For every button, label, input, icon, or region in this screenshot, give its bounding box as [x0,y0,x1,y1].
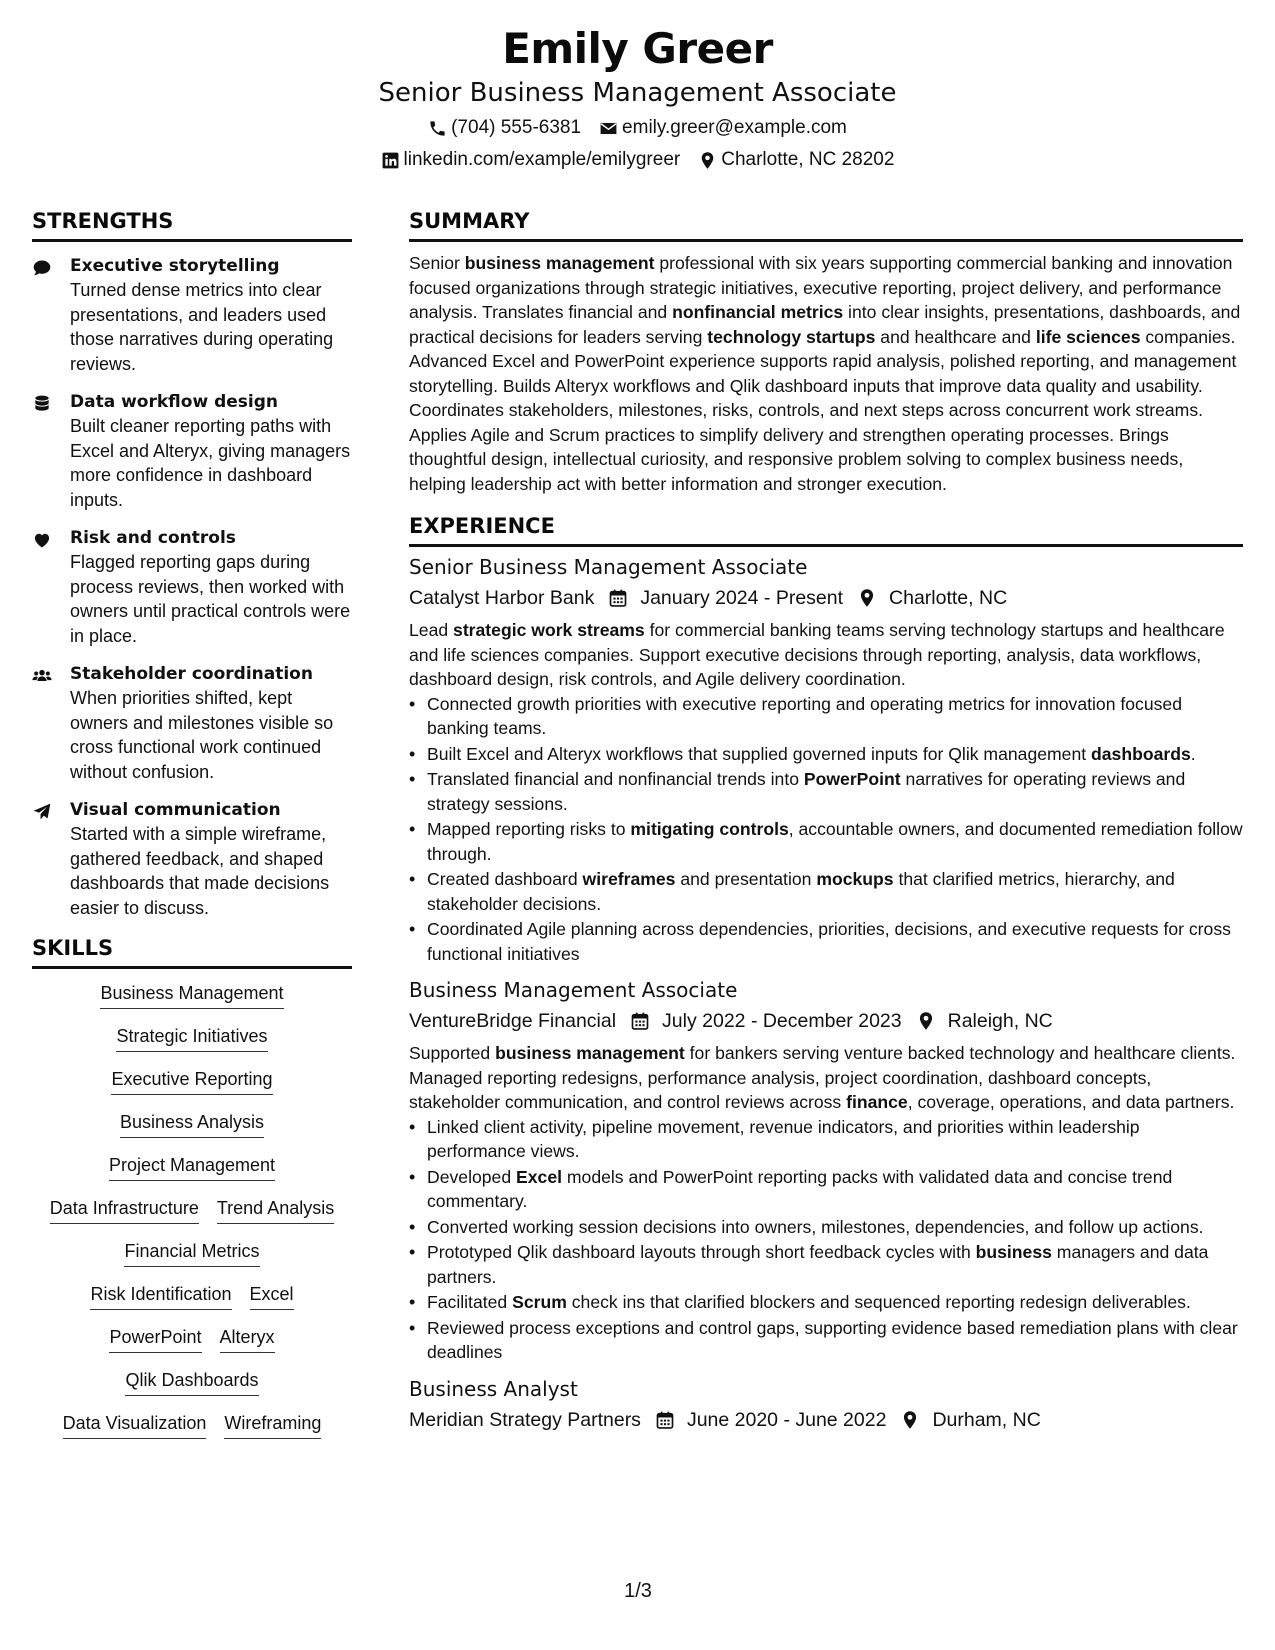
list-item: • Developed Excel models and PowerPoint reporting packs with validated data and concise trend commentary. [409,1165,1243,1214]
list-item: • Created dashboard wireframes and presentation mockups that clarified metrics, hierarchy, and stakeholder decisions. [409,867,1243,916]
skill-tag: Risk Identification [90,1282,231,1310]
location-contact [698,148,894,172]
experience-heading: EXPERIENCE [409,512,1243,547]
contact-row-2 [0,148,1275,172]
job-dates: June 2020 - June 2022 [686,1408,887,1431]
map-pin-icon [857,588,877,608]
linkedin-text: linkedin.com/example/emilygreer [403,149,681,170]
skill-tag: Executive Reporting [111,1067,272,1095]
list-item: • Reviewed process exceptions and control gaps, supporting evidence based remediation plans with clear deadlines [409,1316,1243,1365]
strength-description: Built cleaner reporting paths with Excel and Alteryx, giving managers more confidence in dashboard inputs. [70,416,351,510]
list-item: • Mapped reporting risks to mitigating controls, accountable owners, and documented remediation follow through. [409,817,1243,866]
skill-tag: Qlik Dashboards [125,1368,258,1396]
candidate-title: Senior Business Management Associate [378,78,897,108]
job-meta [409,584,1243,612]
map-pin-icon [698,151,717,170]
paper-plane-icon [32,802,52,822]
job-entry [409,553,1243,966]
email-contact[interactable] [599,116,847,140]
skills-list [32,981,352,1439]
location-text: Charlotte, NC 28202 [721,149,895,170]
job-company: VentureBridge Financial [409,1010,617,1032]
contact-row-1 [0,116,1275,140]
skills-heading: SKILLS [32,934,352,969]
calendar-icon [655,1410,675,1430]
skill-tag: Financial Metrics [124,1239,259,1267]
strength-description: When priorities shifted, kept owners and milestones visible so cross functional work continued without confusion. [70,688,334,782]
strengths-heading: STRENGTHS [32,207,352,242]
job-location: Raleigh, NC [947,1010,1053,1032]
job-bullets [409,692,1243,967]
skill-row [32,1282,352,1310]
job-entry [409,1375,1243,1434]
skill-tag: Data Infrastructure [50,1196,199,1224]
job-meta [409,1007,1243,1035]
phone-contact[interactable] [428,116,581,140]
skill-row [32,1325,352,1353]
job-company: Catalyst Harbor Bank [409,587,595,609]
job-description: Supported business management for bankers serving venture backed technology and healthcare clients. Managed reporting redesigns, performance analysis, project coordination, dashboard concepts, stakeholder communication, and control reviews across finance, coverage, operations, and data partners. [409,1043,1236,1112]
skill-tag: Wireframing [224,1411,321,1439]
job-location: Durham, NC [932,1408,1041,1431]
strength-title: Risk and controls [70,528,236,548]
job-description: Lead strategic work streams for commercial banking teams serving technology startups and healthcare and life sciences companies. Support executive decisions through reporting, analysis, data workflows, dashboard design, risk controls, and Agile delivery coordination. [409,620,1225,689]
skill-row [32,981,352,1009]
heart-icon [32,530,52,550]
summary-text: Senior business management professional with six years supporting commercial banking and innovation focused organizations through strategic initiatives, executive reporting, project delivery, and performance analysis. Translates financial and nonfinancial metrics into clear insights, presentations, dashboards, and practical decisions for leaders serving technology startups and healthcare and life sciences companies. Advanced Excel and PowerPoint experience supports rapid analysis, polished reporting, and management storytelling. Builds Alteryx workflows and Qlik dashboard inputs that improve data quality and usability. Coordinates stakeholders, milestones, risks, controls, and next steps across concurrent work streams. Applies Agile and Scrum practices to simplify delivery and strengthen operating processes. Brings thoughtful design, intellectual curiosity, and responsive problem solving to complex business needs, helping leadership act with better information and stronger execution. [409,253,1241,494]
skill-tag: Data Visualization [63,1411,207,1439]
skill-row [32,1368,352,1396]
job-meta [409,1406,1243,1434]
list-item: • Coordinated Agile planning across dependencies, priorities, decisions, and executive requests for cross functional initiatives [409,917,1243,966]
strength-title: Stakeholder coordination [70,664,313,684]
candidate-name: Emily Greer [502,24,773,73]
map-pin-icon [916,1011,936,1031]
skill-row [32,1196,352,1224]
skill-tag: PowerPoint [109,1325,201,1353]
strength-item [32,526,352,648]
job-company: Meridian Strategy Partners [409,1408,641,1431]
strength-title: Visual communication [70,800,281,820]
skill-row [32,1239,352,1267]
skill-tag: Alteryx [220,1325,275,1353]
job-bullets [409,1115,1243,1365]
linkedin-icon [381,151,400,170]
job-location: Charlotte, NC [889,587,1008,609]
strengths-list [32,254,352,920]
left-column [32,207,352,1454]
skill-row [32,1110,352,1138]
strength-item [32,390,352,512]
job-title: Business Analyst [409,1376,578,1401]
list-item: • Built Excel and Alteryx workflows that supplied governed inputs for Qlik management dashboards. [409,742,1243,767]
job-title: Business Management Associate [409,978,738,1002]
list-item: • Linked client activity, pipeline movement, revenue indicators, and priorities within leadership performance views. [409,1115,1243,1164]
strength-item [32,254,352,376]
comment-icon [32,258,52,278]
experience-list [409,553,1243,1434]
summary-heading: SUMMARY [409,207,1243,242]
skill-tag: Strategic Initiatives [116,1024,267,1052]
strength-description: Started with a simple wireframe, gathered feedback, and shaped dashboards that made decisions easier to discuss. [70,824,330,918]
strength-item [32,662,352,784]
phone-icon [428,119,447,138]
users-icon [32,666,52,686]
strength-title: Data workflow design [70,392,278,412]
page-number: 1/3 [624,1580,652,1602]
database-icon [32,394,52,414]
strength-title: Executive storytelling [70,256,280,276]
skill-tag: Business Management [100,981,283,1009]
phone-text: (704) 555-6381 [451,117,582,138]
right-column [409,207,1243,1440]
skill-tag: Excel [250,1282,294,1310]
job-dates: January 2024 - Present [640,587,844,609]
skill-tag: Project Management [109,1153,275,1181]
job-dates: July 2022 - December 2023 [662,1010,902,1032]
list-item: • Converted working session decisions into owners, milestones, dependencies, and follow up actions. [409,1215,1243,1240]
map-pin-icon [900,1410,920,1430]
skill-tag: Business Analysis [120,1110,264,1138]
skill-tag: Trend Analysis [217,1196,334,1224]
calendar-icon [608,588,628,608]
job-entry [409,976,1243,1365]
strength-item [32,798,352,920]
strength-description: Flagged reporting gaps during process reviews, then worked with owners until practical controls were in place. [70,552,351,646]
skill-row [32,1411,352,1439]
strength-description: Turned dense metrics into clear presentations, and leaders used those narratives during operating reviews. [70,280,334,374]
envelope-icon [599,119,618,138]
list-item: • Translated financial and nonfinancial trends into PowerPoint narratives for operating reviews and strategy sessions. [409,767,1243,816]
job-title: Senior Business Management Associate [409,555,808,579]
email-text: emily.greer@example.com [622,117,847,138]
list-item: • Prototyped Qlik dashboard layouts through short feedback cycles with business managers and data partners. [409,1240,1243,1289]
calendar-icon [630,1011,650,1031]
skill-row [32,1153,352,1181]
list-item: • Facilitated Scrum check ins that clarified blockers and sequenced reporting redesign deliverables. [409,1290,1243,1315]
skill-row [32,1024,352,1052]
resume-header [0,20,1275,172]
list-item: • Connected growth priorities with executive reporting and operating metrics for innovation focused banking teams. [409,692,1243,741]
skill-row [32,1067,352,1095]
linkedin-contact[interactable] [381,148,681,172]
